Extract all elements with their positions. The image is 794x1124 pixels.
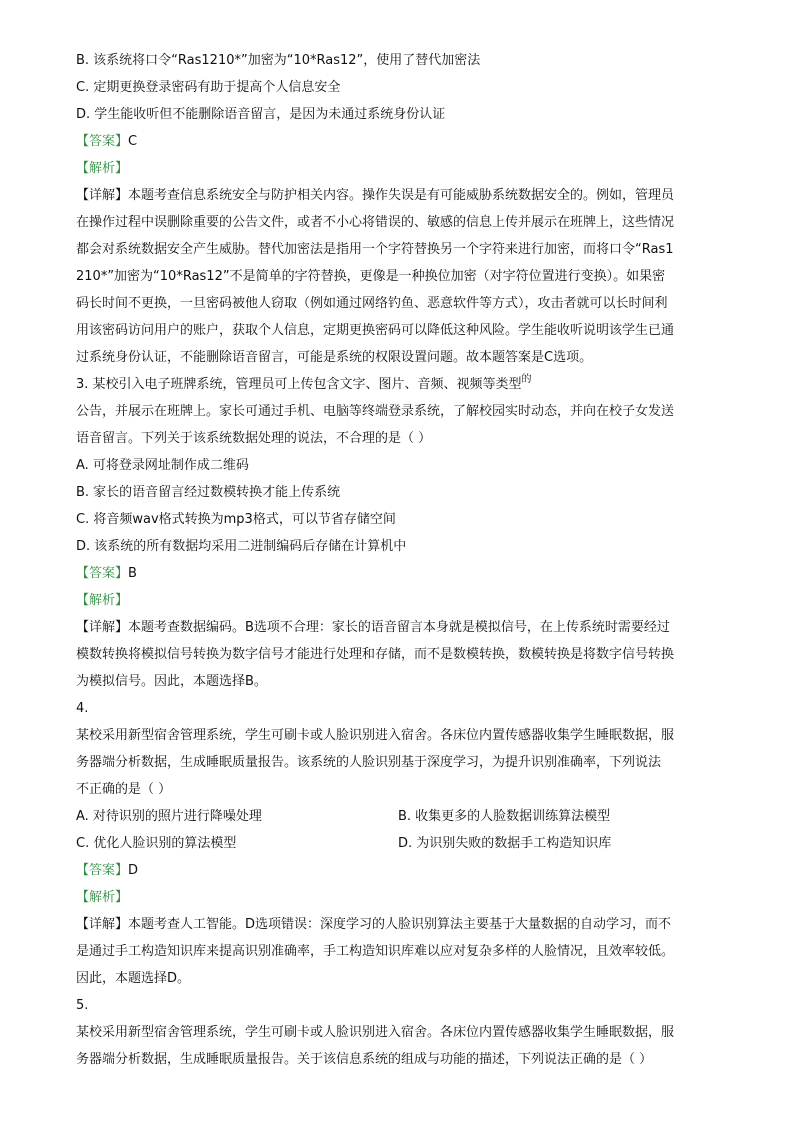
q2-detail-line: 【详解】本题考查信息系统安全与防护相关内容。操作失误是有可能威胁系统数据安全的。例如，管理员: [76, 188, 675, 203]
q4-number: 4.: [76, 701, 89, 716]
q2-detail-line: 用该密码访问用户的账户，获取个人信息，定期更换密码可以降低这种风险。学生能收听说明该学生已通: [76, 323, 675, 338]
q4-stem-line: 不正确的是（ ）: [76, 782, 172, 797]
q2-detail-line: 在操作过程中误删除重要的公告文件，或者不小心将错误的、敏感的信息上传并展示在班牌上，这些情况: [76, 215, 675, 230]
q2-detail-line: 210*”加密为“10*Ras12”不是简单的字符替换，更像是一种换位加密（对字符位置进行变换）。如果密: [76, 269, 666, 284]
q3-stem-superscript: 的: [521, 374, 532, 385]
q3-option-c: C. 将音频wav格式转换为mp3格式，可以节省存储空间: [76, 512, 396, 527]
answer-value: C: [128, 134, 138, 149]
q4-detail-line: 【详解】本题考查人工智能。D选项错误：深度学习的人脸识别算法主要基于大量数据的自动学习，而不: [76, 917, 672, 932]
q3-detail-line: 为模拟信号。因此，本题选择B。: [76, 674, 267, 689]
q2-option-c: C. 定期更换登录密码有助于提高个人信息安全: [76, 80, 341, 95]
q4-analysis-tag: 【解析】: [76, 890, 129, 905]
q3-analysis-tag: 【解析】: [76, 593, 129, 608]
q4-stem-line: 某校采用新型宿舍管理系统，学生可刷卡或人脸识别进入宿舍。各床位内置传感器收集学生睡眠数据，服: [76, 728, 675, 743]
q3-answer: 【答案】B: [76, 566, 137, 581]
q3-option-a: A. 可将登录网址制作成二维码: [76, 458, 249, 473]
q4-stem-line: 务器端分析数据，生成睡眠质量报告。该系统的人脸识别基于深度学习，为提升识别准确率，下列说法: [76, 755, 662, 770]
q4-options-row: [76, 835, 726, 853]
answer-tag: 【答案】: [76, 134, 129, 149]
q2-detail-line: 过系统身份认证，不能删除语音留言，可能是系统的权限设置问题。故本题答案是C选项。: [76, 350, 593, 365]
q2-option-b: B. 该系统将口令“Ras1210*”加密为“10*Ras12”，使用了替代加密法: [76, 53, 481, 68]
q4-option-a: A. 对待识别的照片进行降噪处理: [76, 809, 262, 824]
q3-stem-line: 公告，并展示在班牌上。家长可通过手机、电脑等终端登录系统，了解校园实时动态，并向在校子女发送: [76, 404, 675, 419]
q2-answer: [76, 133, 137, 151]
q3-option-b: B. 家长的语音留言经过数模转换才能上传系统: [76, 485, 341, 500]
q4-answer: 【答案】D: [76, 863, 139, 878]
q2-detail-line: 码长时间不更换，一旦密码被他人窃取（例如通过网络钓鱼、恶意软件等方式），攻击者就可以长时间利: [76, 296, 668, 311]
q4-detail-line: 是通过手工构造知识库来提高识别准确率，手工构造知识库难以应对复杂多样的人脸情况，且效率较低。: [76, 944, 675, 959]
q3-stem-line: 语音留言。下列关于该系统数据处理的说法，不合理的是（ ）: [76, 431, 432, 446]
q5-stem-line: 某校采用新型宿舍管理系统，学生可刷卡或人脸识别进入宿舍。各床位内置传感器收集学生睡眠数据，服: [76, 1025, 675, 1040]
q4-option-c: C. 优化人脸识别的算法模型: [76, 836, 237, 851]
q4-options-row: [76, 808, 726, 826]
q4-option-b: B. 收集更多的人脸数据训练算法模型: [398, 809, 611, 824]
q4-detail-line: 因此，本题选择D。: [76, 971, 191, 986]
q3-detail-line: 模数转换将模拟信号转换为数字信号才能进行处理和存储，而不是数模转换，数模转换是将数字信号转换: [76, 647, 675, 662]
q3-option-d: D. 该系统的所有数据均采用二进制编码后存储在计算机中: [76, 539, 407, 554]
q3-detail-line: 【详解】本题考查数据编码。B选项不合理：家长的语音留言本身就是模拟信号，在上传系统时需要经过: [76, 620, 670, 635]
q5-stem-line: 务器端分析数据，生成睡眠质量报告。关于该信息系统的组成与功能的描述，下列说法正确的是（ ）: [76, 1052, 653, 1067]
q3-stem-line: 3. 某校引入电子班牌系统，管理员可上传包含文字、图片、音频、视频等类型$^的$: [76, 374, 532, 392]
q2-detail-line: 都会对系统数据安全产生威胁。替代加密法是指用一个字符替换另一个字符来进行加密，而将口令“Ras1: [76, 242, 674, 257]
q4-option-d: D. 为识别失败的数据手工构造知识库: [398, 836, 612, 851]
q2-option-d: D. 学生能收听但不能删除语音留言，是因为未通过系统身份认证: [76, 107, 446, 122]
q2-analysis-tag: 【解析】: [76, 161, 129, 176]
q5-number: 5.: [76, 998, 89, 1013]
